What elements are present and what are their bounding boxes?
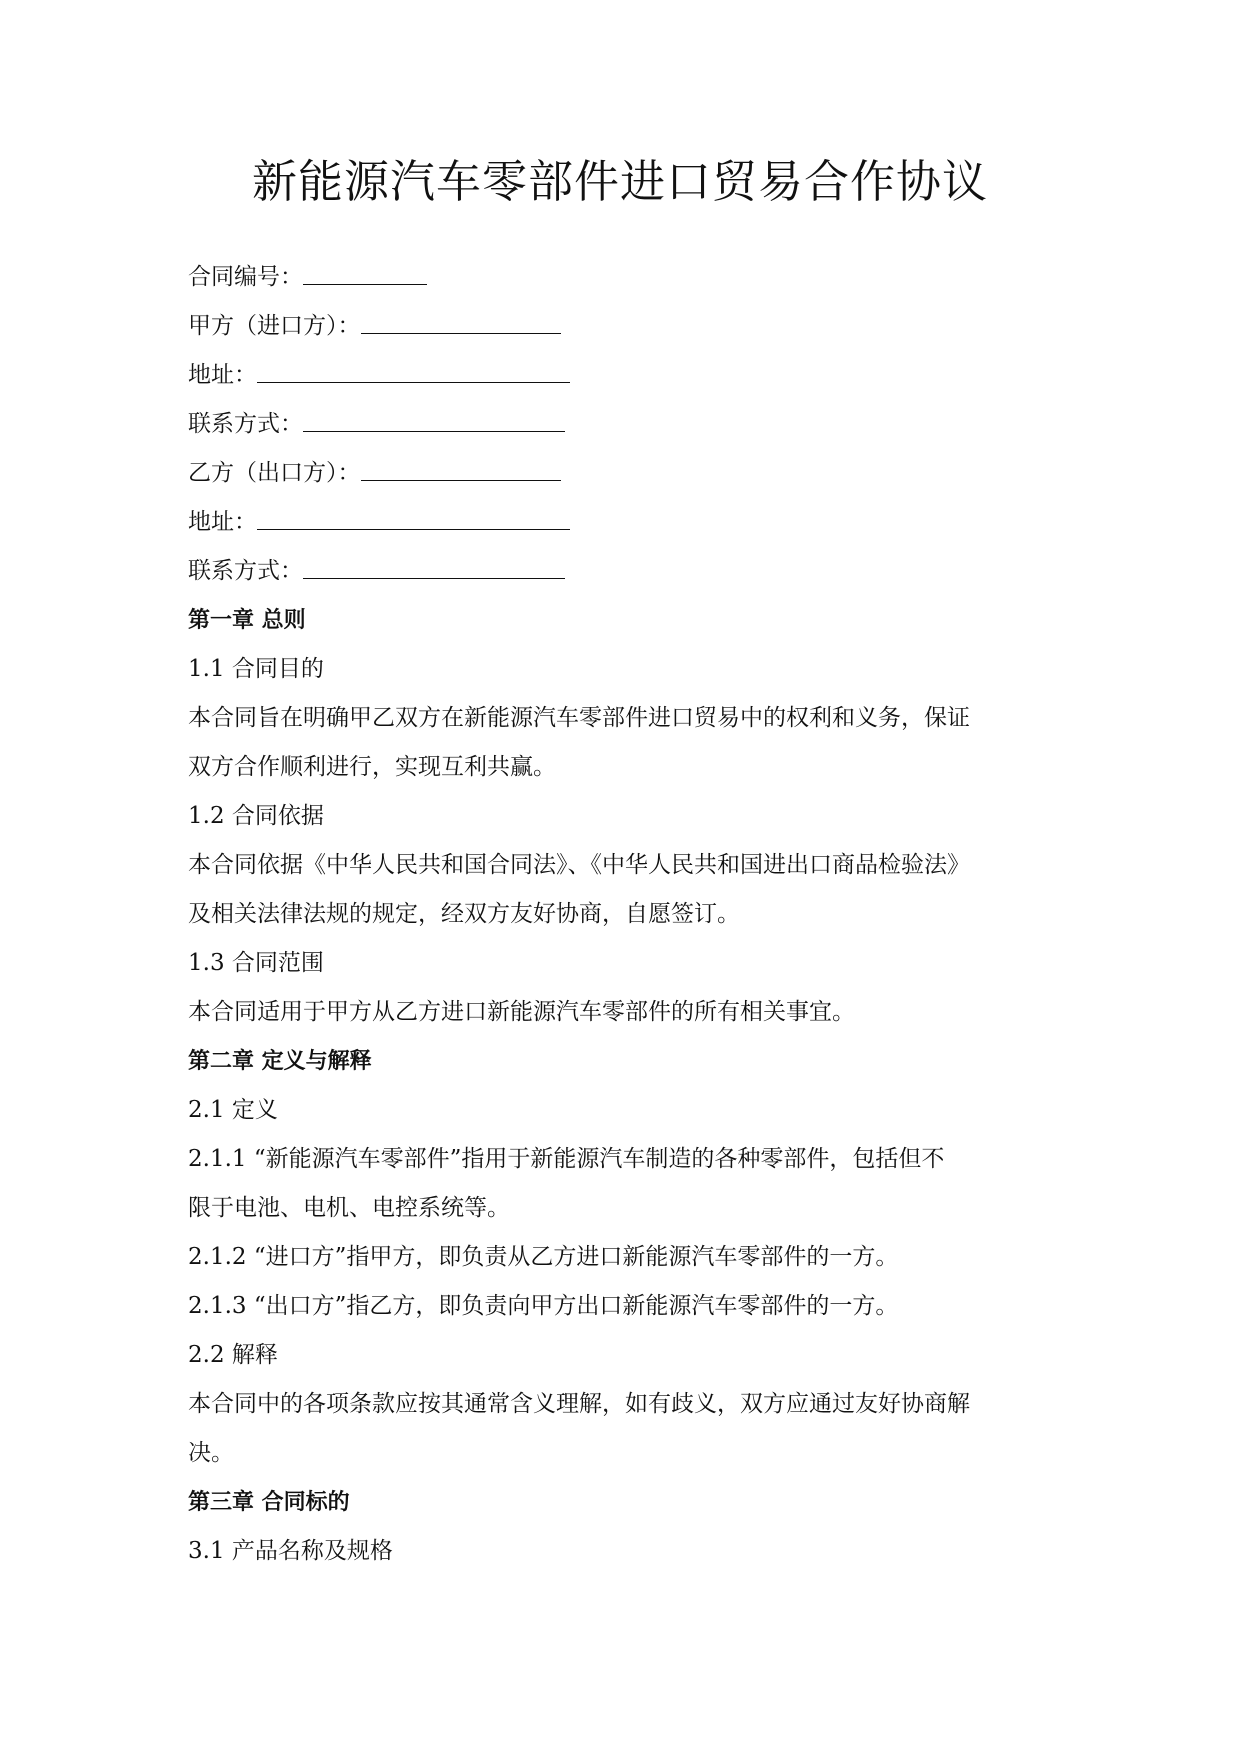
paragraph-line: 2.1.3 “出口方”指乙方，即负责向甲方出口新能源汽车零部件的一方。 bbox=[188, 1293, 899, 1319]
section-heading: 2.2 解释 bbox=[188, 1342, 278, 1368]
paragraph-line: 本合同适用于甲方从乙方进口新能源汽车零部件的所有相关事宜。 bbox=[188, 999, 855, 1025]
section-heading: 1.3 合同范围 bbox=[188, 950, 324, 976]
paragraph-line: 2.1.1 “新能源汽车零部件”指用于新能源汽车制造的各种零部件，包括但不 bbox=[188, 1146, 945, 1172]
chapter-heading: 第二章 定义与解释 bbox=[188, 1049, 372, 1074]
field-label: 地址： bbox=[188, 509, 257, 535]
section-heading: 2.1 定义 bbox=[188, 1097, 278, 1123]
field-label: 合同编号： bbox=[188, 264, 303, 290]
party-a-contact-field bbox=[188, 400, 1058, 449]
document-title: 新能源汽车零部件进口贸易合作协议 bbox=[251, 155, 988, 208]
paragraph-line: 及相关法律法规的规定，经双方友好协商，自愿签订。 bbox=[188, 901, 740, 927]
blank-line bbox=[303, 400, 565, 432]
party-a-address-field bbox=[188, 351, 1058, 400]
section-heading: 1.1 合同目的 bbox=[188, 656, 324, 682]
party-b-address-field bbox=[188, 498, 1058, 547]
paragraph-line: 2.1.2 “进口方”指甲方，即负责从乙方进口新能源汽车零部件的一方。 bbox=[188, 1244, 899, 1270]
paragraph-line: 双方合作顺利进行，实现互利共赢。 bbox=[188, 754, 556, 780]
blank-line bbox=[361, 449, 561, 481]
party-a-field bbox=[188, 302, 1058, 351]
paragraph-line: 决。 bbox=[188, 1440, 234, 1466]
blank-line bbox=[303, 547, 565, 579]
paragraph-line: 本合同中的各项条款应按其通常含义理解，如有歧义，双方应通过友好协商解 bbox=[188, 1391, 970, 1417]
field-label: 甲方（进口方）： bbox=[188, 313, 361, 339]
document-body bbox=[188, 253, 1058, 1576]
field-label: 乙方（出口方）： bbox=[188, 460, 361, 486]
paragraph-line: 本合同旨在明确甲乙双方在新能源汽车零部件进口贸易中的权利和义务，保证 bbox=[188, 705, 970, 731]
field-label: 联系方式： bbox=[188, 411, 303, 437]
party-b-contact-field bbox=[188, 547, 1058, 596]
paragraph-line: 本合同依据《中华人民共和国合同法》、《中华人民共和国进出口商品检验法》 bbox=[188, 852, 970, 878]
field-label: 联系方式： bbox=[188, 558, 303, 584]
section-heading: 3.1 产品名称及规格 bbox=[188, 1538, 393, 1564]
field-label: 地址： bbox=[188, 362, 257, 388]
contract-number-field bbox=[188, 253, 1058, 302]
chapter-heading: 第一章 总则 bbox=[188, 608, 306, 633]
section-heading: 1.2 合同依据 bbox=[188, 803, 324, 829]
paragraph-line: 限于电池、电机、电控系统等。 bbox=[188, 1195, 510, 1221]
chapter-heading: 第三章 合同标的 bbox=[188, 1490, 350, 1515]
blank-line bbox=[303, 253, 427, 285]
blank-line bbox=[257, 498, 570, 530]
blank-line bbox=[257, 351, 570, 383]
blank-line bbox=[361, 302, 561, 334]
party-b-field bbox=[188, 449, 1058, 498]
